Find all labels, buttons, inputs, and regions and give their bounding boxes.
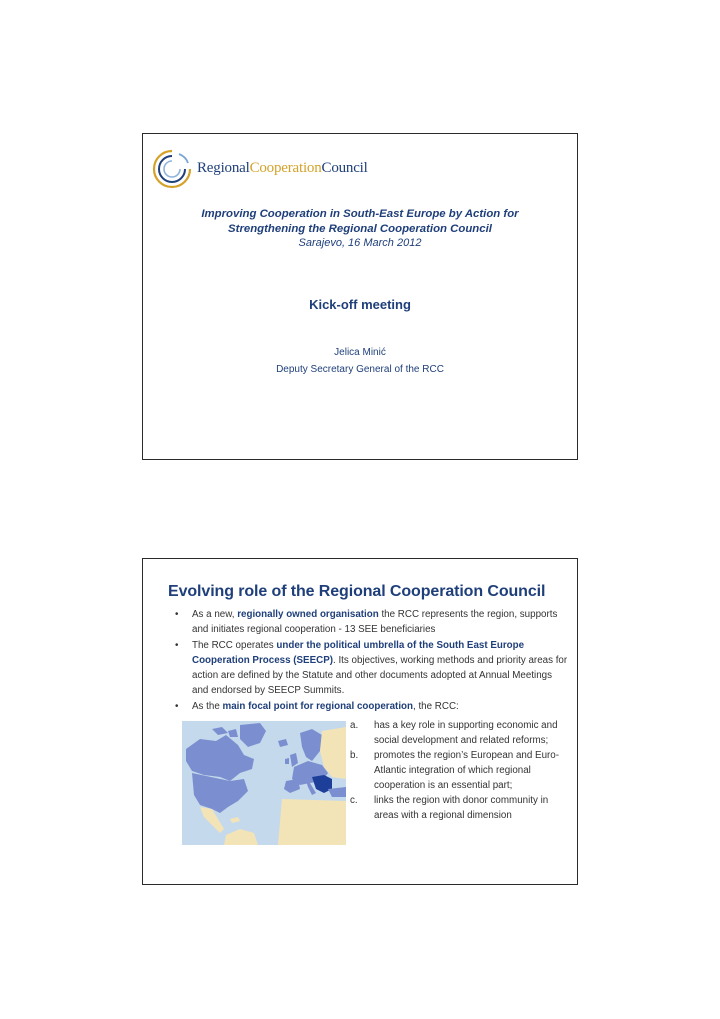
bullet-text: . Its objectives, working methods and priority areas for action are defined by the Statute and other documents adopted at Annual Meetings and endorsed by SEECP Summits. [192,655,568,696]
bullet-item [173,699,568,714]
logo-word-regional: Regional [197,160,250,176]
bullet-item [173,638,568,698]
rcc-logo [151,148,368,190]
speaker-role: Deputy Secretary General of the RCC [276,364,444,375]
bullet-item [173,607,568,637]
bullet-emphasis: regionally owned organisation [237,609,379,620]
bullet-icon: • [175,640,179,651]
sub-list-item [350,748,575,793]
bullet-emphasis: under the political umbrella of the South East Europe Cooperation Process (SEECP) [192,640,525,666]
bullet-text: , the RCC: [413,701,459,712]
title-line-1: Improving Cooperation in South-East Europe by Action for [201,208,519,220]
list-item-text: promotes the region’s European and Euro-Atlantic integration of which regional cooperation is an essential part; [374,750,559,791]
sub-item-list [350,718,575,823]
slide-title: Evolving role of the Regional Cooperation Council [168,583,546,600]
logo-word-council: Council [321,160,368,176]
bullet-icon: • [175,701,179,712]
sub-list-item [350,718,575,748]
list-marker: c. [350,795,358,806]
world-map-image [182,721,346,845]
presentation-title [143,207,577,237]
title-slide [142,133,578,460]
list-marker: b. [350,750,359,761]
presentation-date: Sarajevo, 16 March 2012 [298,237,422,249]
sub-list-item [350,793,575,823]
list-item-text: links the region with donor community in areas with a regional dimension [374,795,549,821]
logo-wordmark [197,160,368,177]
bullet-text: the RCC represents the region, supports and initiates regional cooperation - 13 SEE beneficiaries [192,609,558,635]
logo-word-cooperation: Cooperation [249,160,322,176]
title-line-2: Strengthening the Regional Cooperation Council [228,223,492,235]
bullet-text: The RCC operates [192,640,277,651]
map-graphic [182,721,346,845]
speaker-name: Jelica Minić [334,347,386,358]
list-marker: a. [350,720,359,731]
bullet-emphasis: main focal point for regional cooperation [222,701,414,712]
list-item-text: has a key role in supporting economic and social development and related reforms; [374,720,558,746]
bullet-icon: • [175,609,179,620]
bullet-list [173,607,568,715]
bullet-text: As the [192,701,223,712]
content-slide [142,558,578,885]
rcc-emblem-icon [151,148,193,190]
bullet-text: As a new, [192,609,238,620]
meeting-heading: Kick-off meeting [309,297,411,312]
